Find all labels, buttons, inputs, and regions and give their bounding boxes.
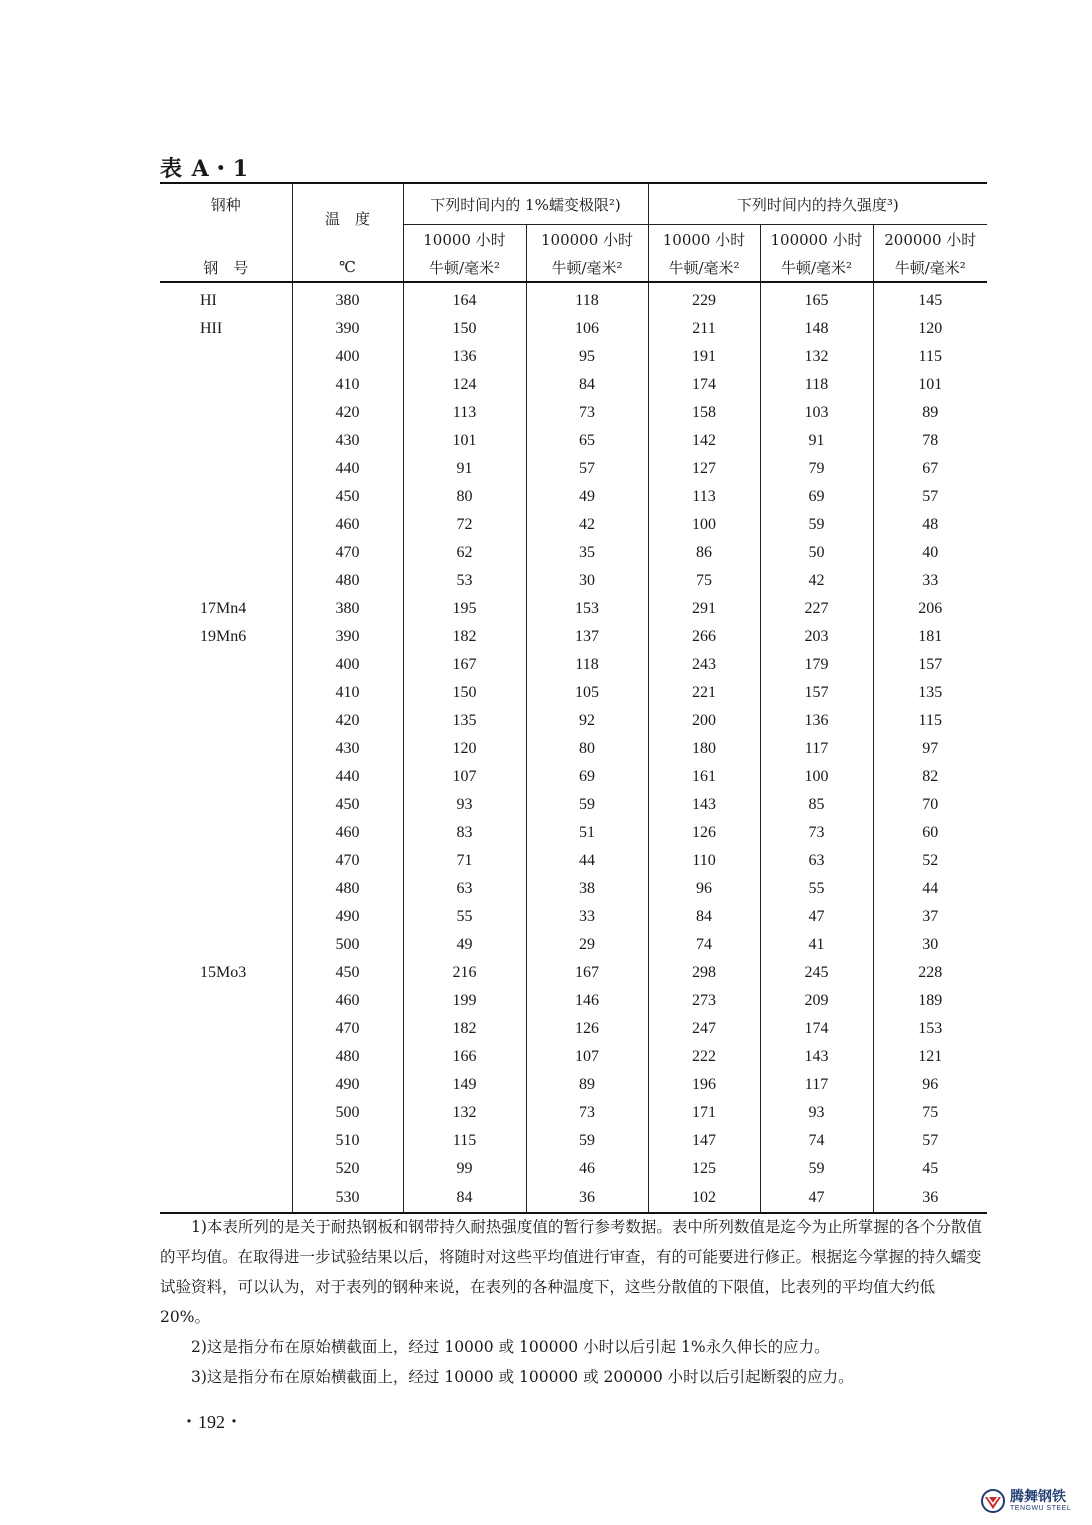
temperature-cell: 430 bbox=[292, 427, 403, 455]
rupture-200000h-cell: 75 bbox=[873, 1099, 987, 1127]
table-row bbox=[160, 763, 987, 791]
rupture-10000h-cell: 243 bbox=[648, 651, 760, 679]
footnote-1: 1)本表所列的是关于耐热钢板和钢带持久耐热强度值的暂行参考数据。表中所列数值是迄今为止所掌握的各个分散值的平均值。在取得进一步试验结果以后，将随时对这些平均值进行审查，有的可能要进行修正。根据迄今掌握的持久蠕变试验资料，可以认为，对于表列的钢种来说，在表列的各种温度下，这些分散值的下限值，比表列的平均值大约低 20%。 bbox=[160, 1218, 982, 1326]
rupture-100000h-cell: 59 bbox=[760, 1155, 873, 1183]
table-row bbox=[160, 707, 987, 735]
steel-grade-cell bbox=[160, 1071, 292, 1099]
rupture-100000h-cell: 63 bbox=[760, 847, 873, 875]
rupture-200000h-cell: 206 bbox=[873, 595, 987, 623]
steel-grade-cell bbox=[160, 343, 292, 371]
rupture-100000h-cell: 132 bbox=[760, 343, 873, 371]
page-number: ・192・ bbox=[180, 1412, 243, 1432]
rupture-200000h-cell: 57 bbox=[873, 1127, 987, 1155]
time-label-rupture-100000: 100000 小时 bbox=[760, 225, 873, 254]
steel-grade-cell: HI bbox=[200, 292, 217, 309]
rupture-10000h-cell: 171 bbox=[648, 1099, 760, 1127]
rupture-100000h-cell: 74 bbox=[760, 1127, 873, 1155]
rupture-10000h-cell: 125 bbox=[648, 1155, 760, 1183]
temperature-cell: 500 bbox=[292, 1099, 403, 1127]
tengwu-logo-icon bbox=[980, 1488, 1006, 1514]
rupture-10000h-cell: 298 bbox=[648, 959, 760, 987]
rupture-10000h-cell: 221 bbox=[648, 679, 760, 707]
temperature-cell: 440 bbox=[292, 763, 403, 791]
rupture-10000h-cell: 266 bbox=[648, 623, 760, 651]
temperature-cell: 420 bbox=[292, 399, 403, 427]
table-row bbox=[160, 595, 987, 623]
temperature-cell: 410 bbox=[292, 679, 403, 707]
temperature-cell: 390 bbox=[292, 315, 403, 343]
table-row bbox=[160, 679, 987, 707]
steel-grade-cell bbox=[160, 651, 292, 679]
creep-10000h-cell: 113 bbox=[403, 399, 526, 427]
table-row bbox=[160, 511, 987, 539]
table-row bbox=[160, 987, 987, 1015]
rupture-10000h-cell: 196 bbox=[648, 1071, 760, 1099]
creep-10000h-cell: 182 bbox=[403, 623, 526, 651]
rupture-200000h-cell: 228 bbox=[873, 959, 987, 987]
rupture-10000h-cell: 180 bbox=[648, 735, 760, 763]
steel-grade-cell bbox=[160, 455, 292, 483]
table-row bbox=[160, 931, 987, 959]
temperature-cell: 490 bbox=[292, 903, 403, 931]
steel-grade-cell bbox=[160, 707, 292, 735]
temperature-cell: 470 bbox=[292, 1015, 403, 1043]
steel-grade-cell bbox=[160, 1155, 292, 1183]
rupture-200000h-cell: 30 bbox=[873, 931, 987, 959]
creep-10000h-cell: 72 bbox=[403, 511, 526, 539]
rupture-100000h-cell: 165 bbox=[760, 282, 873, 315]
rupture-10000h-cell: 74 bbox=[648, 931, 760, 959]
rupture-200000h-cell: 33 bbox=[873, 567, 987, 595]
footnote-3: 3)这是指分布在原始横截面上，经过 10000 或 100000 或 200000 小时以后引起断裂的应力。 bbox=[191, 1368, 854, 1386]
temperature-cell: 410 bbox=[292, 371, 403, 399]
creep-100000h-cell: 73 bbox=[526, 1099, 648, 1127]
rupture-200000h-cell: 36 bbox=[873, 1184, 987, 1213]
creep-10000h-cell: 53 bbox=[403, 567, 526, 595]
table-row bbox=[160, 1099, 987, 1127]
watermark bbox=[980, 1488, 1071, 1514]
creep-10000h-cell: 63 bbox=[403, 875, 526, 903]
rupture-100000h-cell: 79 bbox=[760, 455, 873, 483]
temperature-cell: 450 bbox=[292, 791, 403, 819]
rupture-100000h-cell: 50 bbox=[760, 539, 873, 567]
creep-10000h-cell: 166 bbox=[403, 1043, 526, 1071]
rupture-100000h-cell: 209 bbox=[760, 987, 873, 1015]
footnote-2: 2)这是指分布在原始横截面上，经过 10000 或 100000 小时以后引起 1%永久伸长的应力。 bbox=[191, 1338, 830, 1356]
creep-100000h-cell: 106 bbox=[526, 315, 648, 343]
steel-grade-cell bbox=[160, 875, 292, 903]
rupture-100000h-cell: 148 bbox=[760, 315, 873, 343]
rupture-100000h-cell: 203 bbox=[760, 623, 873, 651]
steel-grade-cell bbox=[160, 1043, 292, 1071]
temperature-cell: 480 bbox=[292, 567, 403, 595]
watermark-cn: 腾舞钢铁 bbox=[1010, 1489, 1066, 1505]
time-label-rupture-200000: 200000 小时 bbox=[873, 225, 987, 254]
creep-100000h-cell: 30 bbox=[526, 567, 648, 595]
table-row bbox=[160, 1127, 987, 1155]
creep-100000h-cell: 95 bbox=[526, 343, 648, 371]
creep-100000h-cell: 107 bbox=[526, 1043, 648, 1071]
rupture-strength-group-header: 下列时间内的持久强度³) bbox=[648, 183, 987, 225]
rupture-200000h-cell: 135 bbox=[873, 679, 987, 707]
steel-grade-cell bbox=[160, 791, 292, 819]
creep-100000h-cell: 33 bbox=[526, 903, 648, 931]
table-row bbox=[160, 819, 987, 847]
temperature-cell: 490 bbox=[292, 1071, 403, 1099]
steel-grade-cell bbox=[160, 735, 292, 763]
steel-grade-cell bbox=[160, 903, 292, 931]
rupture-200000h-cell: 67 bbox=[873, 455, 987, 483]
steel-grade-cell bbox=[160, 483, 292, 511]
creep-10000h-cell: 195 bbox=[403, 595, 526, 623]
temperature-cell: 510 bbox=[292, 1127, 403, 1155]
steel-grade-cell bbox=[160, 1099, 292, 1127]
creep-100000h-cell: 59 bbox=[526, 1127, 648, 1155]
steel-grade-cell bbox=[160, 539, 292, 567]
creep-10000h-cell: 150 bbox=[403, 679, 526, 707]
temperature-cell: 420 bbox=[292, 707, 403, 735]
temperature-cell: 460 bbox=[292, 511, 403, 539]
creep-10000h-cell: 80 bbox=[403, 483, 526, 511]
creep-100000h-cell: 46 bbox=[526, 1155, 648, 1183]
rupture-200000h-cell: 121 bbox=[873, 1043, 987, 1071]
temperature-cell: 390 bbox=[292, 623, 403, 651]
temperature-cell: 400 bbox=[292, 343, 403, 371]
rupture-100000h-cell: 103 bbox=[760, 399, 873, 427]
creep-100000h-cell: 59 bbox=[526, 791, 648, 819]
rupture-10000h-cell: 291 bbox=[648, 595, 760, 623]
rupture-100000h-cell: 93 bbox=[760, 1099, 873, 1127]
creep-10000h-cell: 182 bbox=[403, 1015, 526, 1043]
table-row bbox=[160, 483, 987, 511]
rupture-100000h-cell: 42 bbox=[760, 567, 873, 595]
rupture-100000h-cell: 55 bbox=[760, 875, 873, 903]
creep-100000h-cell: 105 bbox=[526, 679, 648, 707]
table-row bbox=[160, 651, 987, 679]
creep-100000h-cell: 92 bbox=[526, 707, 648, 735]
temperature-cell: 480 bbox=[292, 875, 403, 903]
rupture-10000h-cell: 127 bbox=[648, 455, 760, 483]
table-row bbox=[160, 315, 987, 343]
temperature-cell: 520 bbox=[292, 1155, 403, 1183]
creep-10000h-cell: 136 bbox=[403, 343, 526, 371]
table-row bbox=[160, 1155, 987, 1183]
creep-100000h-cell: 49 bbox=[526, 483, 648, 511]
table-row bbox=[160, 959, 987, 987]
table-title: 表 A・1 bbox=[160, 156, 250, 182]
temperature-cell: 440 bbox=[292, 455, 403, 483]
unit-label: 牛顿/毫米² bbox=[526, 253, 648, 282]
unit-label: 牛顿/毫米² bbox=[403, 253, 526, 282]
table-body bbox=[160, 282, 987, 1213]
steel-grade-cell bbox=[160, 1127, 292, 1155]
steel-grade-cell bbox=[160, 511, 292, 539]
steel-grade-cell bbox=[160, 371, 292, 399]
creep-100000h-cell: 69 bbox=[526, 763, 648, 791]
temperature-cell: 450 bbox=[292, 483, 403, 511]
rupture-200000h-cell: 189 bbox=[873, 987, 987, 1015]
temperature-cell: 380 bbox=[292, 595, 403, 623]
creep-100000h-cell: 126 bbox=[526, 1015, 648, 1043]
rupture-10000h-cell: 222 bbox=[648, 1043, 760, 1071]
steel-grade-cell bbox=[160, 987, 292, 1015]
table-row bbox=[160, 371, 987, 399]
rupture-10000h-cell: 75 bbox=[648, 567, 760, 595]
creep-limit-group-header: 下列时间内的 1%蠕变极限²) bbox=[403, 183, 648, 225]
creep-100000h-cell: 51 bbox=[526, 819, 648, 847]
unit-label: 牛顿/毫米² bbox=[648, 253, 760, 282]
creep-10000h-cell: 199 bbox=[403, 987, 526, 1015]
rupture-200000h-cell: 45 bbox=[873, 1155, 987, 1183]
header-spacer bbox=[160, 225, 292, 254]
temperature-cell: 400 bbox=[292, 651, 403, 679]
rupture-200000h-cell: 115 bbox=[873, 707, 987, 735]
table-row bbox=[160, 1043, 987, 1071]
creep-100000h-cell: 35 bbox=[526, 539, 648, 567]
creep-strength-table bbox=[160, 182, 987, 1214]
rupture-100000h-cell: 59 bbox=[760, 511, 873, 539]
rupture-100000h-cell: 227 bbox=[760, 595, 873, 623]
creep-10000h-cell: 150 bbox=[403, 315, 526, 343]
rupture-10000h-cell: 158 bbox=[648, 399, 760, 427]
rupture-200000h-cell: 145 bbox=[873, 282, 987, 315]
creep-10000h-cell: 107 bbox=[403, 763, 526, 791]
rupture-100000h-cell: 117 bbox=[760, 1071, 873, 1099]
rupture-100000h-cell: 157 bbox=[760, 679, 873, 707]
temperature-header: 温 度 bbox=[292, 183, 403, 253]
creep-100000h-cell: 29 bbox=[526, 931, 648, 959]
rupture-10000h-cell: 174 bbox=[648, 371, 760, 399]
rupture-10000h-cell: 110 bbox=[648, 847, 760, 875]
table-row bbox=[160, 1184, 987, 1213]
steel-grade-cell bbox=[160, 427, 292, 455]
creep-100000h-cell: 137 bbox=[526, 623, 648, 651]
rupture-100000h-cell: 85 bbox=[760, 791, 873, 819]
steel-grade-cell bbox=[160, 763, 292, 791]
rupture-10000h-cell: 229 bbox=[648, 282, 760, 315]
rupture-10000h-cell: 211 bbox=[648, 315, 760, 343]
creep-100000h-cell: 118 bbox=[526, 651, 648, 679]
rupture-10000h-cell: 86 bbox=[648, 539, 760, 567]
rupture-100000h-cell: 73 bbox=[760, 819, 873, 847]
table-row bbox=[160, 539, 987, 567]
time-label-creep-10000: 10000 小时 bbox=[403, 225, 526, 254]
table-row bbox=[160, 623, 987, 651]
table-row bbox=[160, 455, 987, 483]
rupture-200000h-cell: 44 bbox=[873, 875, 987, 903]
temperature-cell: 450 bbox=[292, 959, 403, 987]
rupture-200000h-cell: 89 bbox=[873, 399, 987, 427]
rupture-200000h-cell: 101 bbox=[873, 371, 987, 399]
rupture-200000h-cell: 78 bbox=[873, 427, 987, 455]
rupture-10000h-cell: 273 bbox=[648, 987, 760, 1015]
rupture-10000h-cell: 96 bbox=[648, 875, 760, 903]
steel-grade-cell: 17Mn4 bbox=[200, 600, 247, 618]
table-row bbox=[160, 791, 987, 819]
table-row bbox=[160, 1071, 987, 1099]
steel-grade-cell bbox=[160, 1015, 292, 1043]
rupture-100000h-cell: 118 bbox=[760, 371, 873, 399]
temperature-unit: ℃ bbox=[292, 253, 403, 282]
steel-grade-cell bbox=[160, 399, 292, 427]
creep-100000h-cell: 44 bbox=[526, 847, 648, 875]
rupture-10000h-cell: 147 bbox=[648, 1127, 760, 1155]
rupture-200000h-cell: 153 bbox=[873, 1015, 987, 1043]
creep-100000h-cell: 42 bbox=[526, 511, 648, 539]
creep-10000h-cell: 84 bbox=[403, 1184, 526, 1213]
time-label-creep-100000: 100000 小时 bbox=[526, 225, 648, 254]
rupture-10000h-cell: 102 bbox=[648, 1184, 760, 1213]
steel-grade-cell bbox=[160, 567, 292, 595]
creep-10000h-cell: 83 bbox=[403, 819, 526, 847]
creep-100000h-cell: 153 bbox=[526, 595, 648, 623]
creep-100000h-cell: 89 bbox=[526, 1071, 648, 1099]
creep-10000h-cell: 101 bbox=[403, 427, 526, 455]
creep-100000h-cell: 38 bbox=[526, 875, 648, 903]
steel-grade-cell bbox=[160, 931, 292, 959]
creep-100000h-cell: 84 bbox=[526, 371, 648, 399]
creep-100000h-cell: 80 bbox=[526, 735, 648, 763]
table-row bbox=[160, 1015, 987, 1043]
table-row bbox=[160, 847, 987, 875]
creep-10000h-cell: 216 bbox=[403, 959, 526, 987]
creep-100000h-cell: 118 bbox=[526, 282, 648, 315]
temperature-cell: 460 bbox=[292, 819, 403, 847]
steel-grade-cell bbox=[160, 819, 292, 847]
rupture-200000h-cell: 40 bbox=[873, 539, 987, 567]
table-row bbox=[160, 735, 987, 763]
creep-10000h-cell: 115 bbox=[403, 1127, 526, 1155]
rupture-100000h-cell: 69 bbox=[760, 483, 873, 511]
rupture-10000h-cell: 126 bbox=[648, 819, 760, 847]
creep-10000h-cell: 99 bbox=[403, 1155, 526, 1183]
rupture-200000h-cell: 82 bbox=[873, 763, 987, 791]
creep-10000h-cell: 62 bbox=[403, 539, 526, 567]
creep-100000h-cell: 65 bbox=[526, 427, 648, 455]
rupture-10000h-cell: 142 bbox=[648, 427, 760, 455]
creep-10000h-cell: 135 bbox=[403, 707, 526, 735]
steel-grade-cell: 19Mn6 bbox=[200, 628, 247, 646]
rupture-100000h-cell: 143 bbox=[760, 1043, 873, 1071]
creep-10000h-cell: 149 bbox=[403, 1071, 526, 1099]
rupture-100000h-cell: 41 bbox=[760, 931, 873, 959]
temperature-cell: 530 bbox=[292, 1184, 403, 1213]
table-row bbox=[160, 567, 987, 595]
table-row bbox=[160, 282, 987, 315]
table-row bbox=[160, 427, 987, 455]
creep-10000h-cell: 55 bbox=[403, 903, 526, 931]
rupture-200000h-cell: 37 bbox=[873, 903, 987, 931]
table-row bbox=[160, 343, 987, 371]
unit-label: 牛顿/毫米² bbox=[760, 253, 873, 282]
creep-10000h-cell: 49 bbox=[403, 931, 526, 959]
rupture-200000h-cell: 70 bbox=[873, 791, 987, 819]
creep-10000h-cell: 132 bbox=[403, 1099, 526, 1127]
rupture-10000h-cell: 113 bbox=[648, 483, 760, 511]
creep-10000h-cell: 167 bbox=[403, 651, 526, 679]
rupture-200000h-cell: 181 bbox=[873, 623, 987, 651]
creep-100000h-cell: 73 bbox=[526, 399, 648, 427]
steel-grade-cell bbox=[160, 1184, 292, 1213]
rupture-10000h-cell: 161 bbox=[648, 763, 760, 791]
rupture-100000h-cell: 174 bbox=[760, 1015, 873, 1043]
rupture-200000h-cell: 96 bbox=[873, 1071, 987, 1099]
rupture-100000h-cell: 100 bbox=[760, 763, 873, 791]
creep-100000h-cell: 36 bbox=[526, 1184, 648, 1213]
creep-10000h-cell: 93 bbox=[403, 791, 526, 819]
rupture-100000h-cell: 179 bbox=[760, 651, 873, 679]
steel-grade-header: 钢 号 bbox=[160, 253, 292, 282]
rupture-100000h-cell: 136 bbox=[760, 707, 873, 735]
creep-100000h-cell: 57 bbox=[526, 455, 648, 483]
creep-100000h-cell: 146 bbox=[526, 987, 648, 1015]
temperature-cell: 480 bbox=[292, 1043, 403, 1071]
rupture-200000h-cell: 60 bbox=[873, 819, 987, 847]
creep-100000h-cell: 167 bbox=[526, 959, 648, 987]
rupture-10000h-cell: 84 bbox=[648, 903, 760, 931]
steel-grade-cell: 15Mo3 bbox=[200, 964, 247, 982]
table-row bbox=[160, 875, 987, 903]
unit-label: 牛顿/毫米² bbox=[873, 253, 987, 282]
temperature-cell: 460 bbox=[292, 987, 403, 1015]
rupture-200000h-cell: 52 bbox=[873, 847, 987, 875]
temperature-cell: 380 bbox=[292, 282, 403, 315]
rupture-200000h-cell: 115 bbox=[873, 343, 987, 371]
creep-10000h-cell: 120 bbox=[403, 735, 526, 763]
rupture-200000h-cell: 157 bbox=[873, 651, 987, 679]
steel-type-header: 钢种 bbox=[160, 183, 292, 225]
rupture-100000h-cell: 91 bbox=[760, 427, 873, 455]
temperature-cell: 500 bbox=[292, 931, 403, 959]
rupture-10000h-cell: 191 bbox=[648, 343, 760, 371]
creep-10000h-cell: 164 bbox=[403, 282, 526, 315]
rupture-200000h-cell: 48 bbox=[873, 511, 987, 539]
time-label-rupture-10000: 10000 小时 bbox=[648, 225, 760, 254]
rupture-200000h-cell: 97 bbox=[873, 735, 987, 763]
temperature-cell: 470 bbox=[292, 847, 403, 875]
steel-grade-cell bbox=[160, 847, 292, 875]
rupture-100000h-cell: 245 bbox=[760, 959, 873, 987]
table-row bbox=[160, 903, 987, 931]
rupture-100000h-cell: 117 bbox=[760, 735, 873, 763]
rupture-200000h-cell: 57 bbox=[873, 483, 987, 511]
temperature-cell: 470 bbox=[292, 539, 403, 567]
creep-10000h-cell: 91 bbox=[403, 455, 526, 483]
footnotes bbox=[160, 1212, 987, 1392]
rupture-200000h-cell: 120 bbox=[873, 315, 987, 343]
creep-10000h-cell: 124 bbox=[403, 371, 526, 399]
temperature-cell: 430 bbox=[292, 735, 403, 763]
rupture-10000h-cell: 200 bbox=[648, 707, 760, 735]
rupture-10000h-cell: 143 bbox=[648, 791, 760, 819]
rupture-10000h-cell: 247 bbox=[648, 1015, 760, 1043]
rupture-10000h-cell: 100 bbox=[648, 511, 760, 539]
rupture-100000h-cell: 47 bbox=[760, 903, 873, 931]
creep-10000h-cell: 71 bbox=[403, 847, 526, 875]
rupture-100000h-cell: 47 bbox=[760, 1184, 873, 1213]
steel-grade-cell: HII bbox=[200, 320, 223, 338]
watermark-en: TENGWU STEEL bbox=[1010, 1505, 1072, 1512]
steel-grade-cell bbox=[160, 679, 292, 707]
table-row bbox=[160, 399, 987, 427]
